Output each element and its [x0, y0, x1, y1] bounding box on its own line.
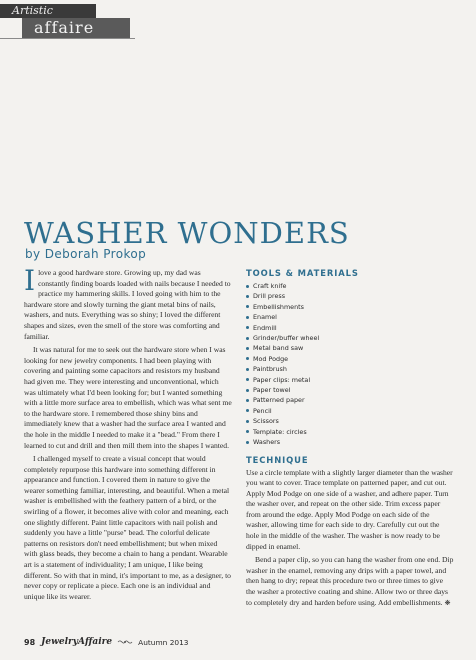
drop-cap: I — [24, 264, 36, 297]
technique-paragraph-text: Bend a paper clip, so you can hang the washer from one end. Dip washer in the enamel, removing any drips with a paper towel, and then hang to dry; repeat this procedure two or three times to give the washer a protective coating and shine. Allow two or three days to completely dry and harden before using. Add embellishments. — [246, 555, 454, 607]
list-item-label: Grinder/buffer wheel — [253, 334, 320, 343]
bullet-icon — [246, 430, 249, 433]
list-item — [246, 437, 454, 447]
article-paragraph: I challenged myself to create a visual concept that would completely repurpose this hardware into something different in appearance and function. I covered them in nature to give the wearer something familiar, interesting, and beautiful. When a metal washer is embellished with the feathery pattern of a bird, or the swirling of a flower, it becomes alive with color and meaning, each one slightly different. Paint little capacitors with nail polish and suddenly you have a little "purse" bead. The colorful delicate patterns on resistors don't need embellishment; but when mixed with glass beads, they become a chain to hang a pendant. Wearable art is a statement of individuality; I am unique, I like being different. So with that in mind, it's important to me, as a designer, to never copy or replicate a piece. Each one is an individual and unique like its wearer. — [24, 454, 231, 601]
technique-paragraph — [246, 555, 454, 608]
article-byline: by Deborah Prokop — [25, 247, 147, 261]
list-item-label: Template: circles — [253, 427, 307, 436]
list-item — [246, 302, 454, 312]
list-item — [246, 427, 454, 437]
magazine-name: JewelryAffaire — [41, 637, 113, 647]
issue-label: Autumn 2013 — [138, 637, 189, 647]
article-paragraph-text: love a good hardware store. Growing up, my dad was constantly finding boards loaded with nails because I needed to practice my hammering skills. I loved going with him to the hardware store and slowly turning the giant metal bins of nails, washers, and nuts. Everything was so shiny; I loved the different shapes and sizes, even the smell of the store was comforting and familiar. — [24, 268, 231, 341]
list-item — [246, 323, 454, 333]
list-item-label: Washers — [253, 438, 281, 447]
list-item — [246, 333, 454, 343]
bullet-icon — [246, 295, 249, 298]
article-paragraph: It was natural for me to seek out the hardware store when I was looking for new jewelry components. I had been playing with covering and painting some capacitors and resistors my husband had given me. They were interesting and unconventional, which was ultimately what I'd been looking for; but I wanted something with a little more surface area to embellish, which was what sent me to the hardware store. I remembered those shiny bins and immediately knew that a washer had the surface area I wanted and the hole in the middle I needed to make it a "bead." From there I learned to cut and drill and then mill them into the shapes I wanted. — [24, 345, 232, 450]
list-item — [246, 291, 454, 301]
technique-heading: TECHNIQUE — [246, 454, 309, 465]
list-item-label: Scissors — [253, 417, 279, 426]
list-item-label: Paper towel — [253, 386, 291, 395]
list-item — [246, 375, 454, 385]
materials-list — [246, 281, 454, 448]
bullet-icon — [246, 326, 249, 329]
list-item — [246, 354, 454, 364]
section-brand-banner — [0, 0, 135, 38]
list-item — [246, 312, 454, 322]
list-item — [246, 416, 454, 426]
list-item — [246, 406, 454, 416]
bullet-icon — [246, 399, 249, 402]
end-mark-icon: ❋ — [444, 598, 451, 607]
article-paragraph — [24, 264, 232, 342]
bullet-icon — [246, 441, 249, 444]
list-item-label: Paintbrush — [253, 365, 287, 374]
list-item-label: Mod Podge — [253, 354, 289, 363]
bullet-icon — [246, 409, 249, 412]
list-item-label: Paper clips: metal — [253, 375, 311, 384]
list-item — [246, 364, 454, 374]
brand-artistic-label: Artistic — [0, 4, 96, 18]
bullet-icon — [246, 378, 249, 381]
list-item — [246, 343, 454, 353]
list-item-label: Enamel — [253, 313, 277, 322]
technique-paragraph: Use a circle template with a slightly larger diameter than the washer you want to cover. Trace template on patterned paper, and cut out. Apply Mod Podge on one side of a washer, and adhere paper. Turn the washer over, and repeat on the other side. Trim excess paper from around the edge. Apply Mod Podge on each side of the washer, allowing time for each side to dry. Carefully cut out the hole in the middle of the washer. The washer is now ready to be dipped in enamel. — [246, 467, 453, 551]
list-item-label: Endmill — [253, 323, 277, 332]
list-item-label: Pencil — [253, 406, 272, 415]
bullet-icon — [246, 316, 249, 319]
list-item-label: Embellishments — [253, 302, 305, 311]
bullet-icon — [246, 357, 249, 360]
bullet-icon — [246, 337, 249, 340]
materials-heading: TOOLS & MATERIALS — [246, 268, 359, 278]
page-number: 98 — [24, 637, 36, 647]
list-item-label: Metal band saw — [253, 344, 304, 353]
sidebar-column — [246, 268, 454, 611]
bullet-icon — [246, 368, 249, 371]
list-item — [246, 281, 454, 291]
bullet-icon — [246, 347, 249, 350]
page-footer — [24, 636, 454, 648]
list-item-label: Drill press — [253, 292, 286, 301]
brand-rule-divider — [0, 38, 135, 39]
flourish-icon — [117, 638, 133, 646]
article-body-column — [24, 264, 232, 605]
list-item — [246, 395, 454, 405]
bullet-icon — [246, 285, 249, 288]
bullet-icon — [246, 389, 249, 392]
list-item — [246, 385, 454, 395]
bullet-icon — [246, 305, 249, 308]
bullet-icon — [246, 420, 249, 423]
article-title: WASHER WONDERS — [24, 216, 350, 250]
brand-affaire-label: affaire — [22, 18, 130, 38]
list-item-label: Patterned paper — [253, 396, 305, 405]
list-item-label: Craft knife — [253, 282, 287, 290]
